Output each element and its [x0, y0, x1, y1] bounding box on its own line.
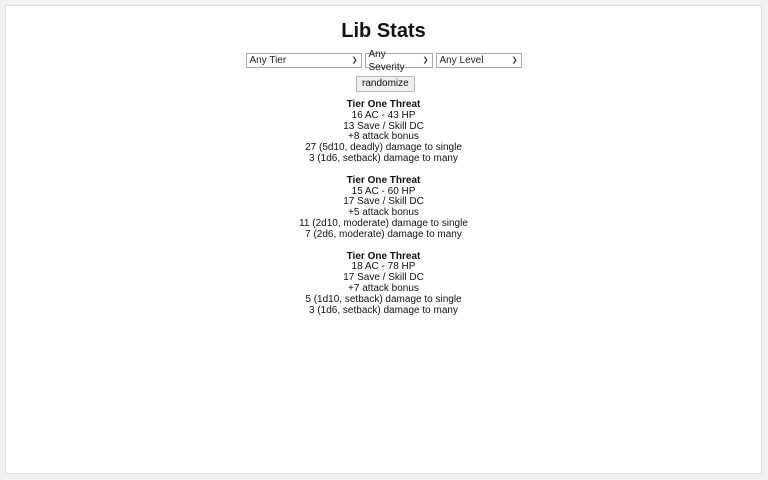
threat-attack: +8 attack bonus [348, 131, 419, 143]
threat-damage-many: 3 (1d6, setback) damage to many [309, 304, 458, 316]
threat-title: Tier One Threat [346, 174, 421, 186]
threat-attack: +7 attack bonus [348, 282, 419, 294]
threat-defense: 16 AC - 43 HP [351, 109, 416, 121]
threat-damage-many: 3 (1d6, setback) damage to many [309, 152, 458, 164]
page-title: Lib Stats [341, 20, 426, 42]
threat-damage-single: 5 (1d10, setback) damage to single [305, 293, 462, 305]
threat-block [6, 100, 761, 165]
chevron-down-icon: ❯ [511, 57, 518, 64]
threat-defense: 18 AC - 78 HP [351, 261, 416, 273]
threat-damage-single: 11 (2d10, moderate) damage to single [299, 217, 468, 229]
page-card [5, 5, 762, 474]
threat-damage-single: 27 (5d10, deadly) damage to single [305, 142, 462, 154]
tier-select-value: Any Tier [249, 55, 287, 66]
severity-select[interactable] [365, 48, 433, 73]
threat-attack: +5 attack bonus [348, 207, 419, 219]
level-select-value: Any Level [439, 55, 484, 66]
threat-defense: 15 AC - 60 HP [351, 185, 416, 197]
chevron-down-icon: ❯ [351, 57, 358, 64]
threat-title: Tier One Threat [346, 99, 421, 110]
level-select[interactable] [436, 53, 522, 68]
threat-title: Tier One Threat [346, 250, 421, 262]
filter-bar [6, 48, 761, 73]
chevron-down-icon: ❯ [422, 57, 429, 64]
threat-damage-many: 7 (2d6, moderate) damage to many [305, 228, 462, 240]
threat-dc: 17 Save / Skill DC [343, 196, 424, 208]
severity-select-value: Any Severity [368, 48, 405, 73]
threat-dc: 17 Save / Skill DC [343, 272, 424, 284]
threat-block [6, 176, 761, 241]
randomize-button[interactable]: randomize [356, 76, 415, 92]
threat-block [6, 252, 761, 317]
threat-dc: 13 Save / Skill DC [343, 120, 424, 132]
threat-list [6, 100, 761, 327]
tier-select[interactable] [246, 53, 362, 68]
